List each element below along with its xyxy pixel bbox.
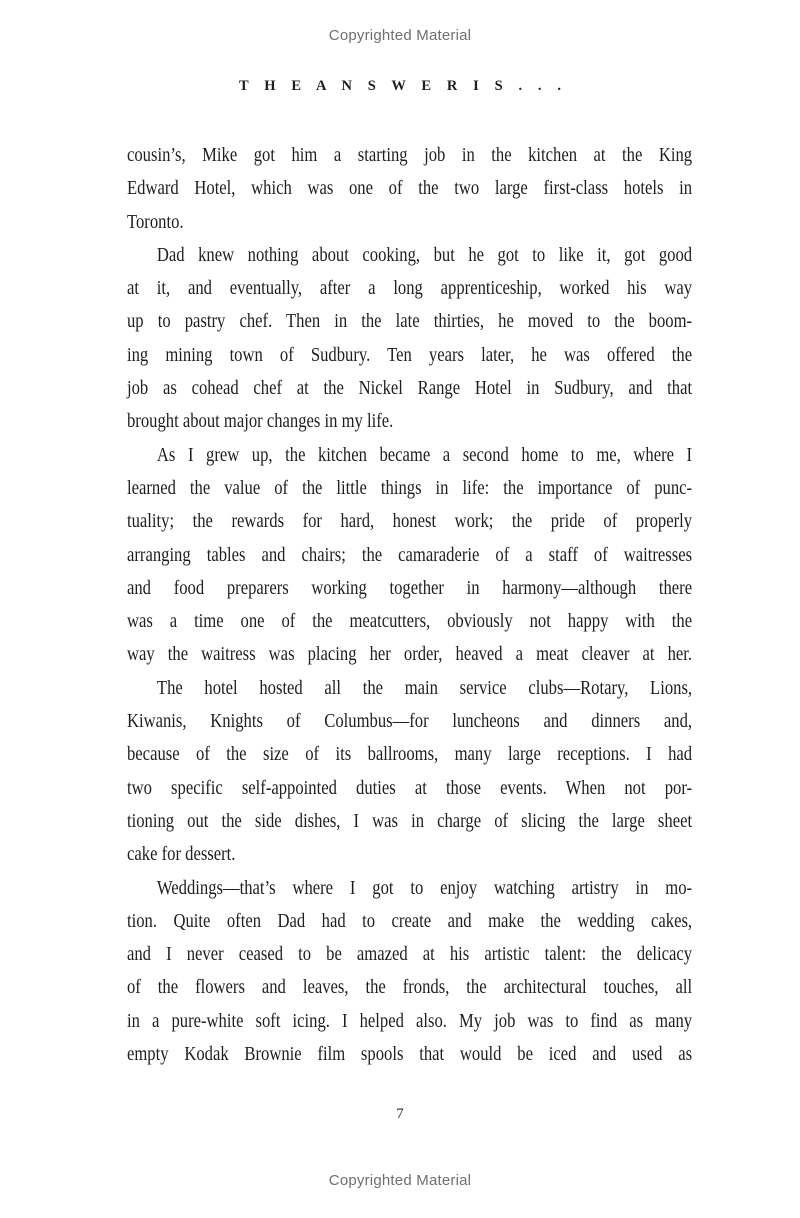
text-line: As I grew up, the kitchen became a second home to me, where I (156, 443, 693, 466)
text-line: ing mining town of Sudbury. Ten years later, he was offered the (127, 343, 693, 366)
text-line: cake for dessert. (127, 843, 236, 866)
text-line: Weddings—that’s where I got to enjoy watching artistry in mo- (156, 876, 693, 899)
text-line: in a pure-white soft icing. I helped also. My job was to find as many (127, 1009, 693, 1032)
text-line: tuality; the rewards for hard, honest work; the pride of properly (127, 510, 693, 533)
text-line: and food preparers working together in harmony—although there (127, 576, 693, 599)
text-line: and I never ceased to be amazed at his artistic talent: the delicacy (127, 943, 693, 966)
page-number: 7 (396, 1106, 404, 1122)
text-line: cousin’s, Mike got him a starting job in the kitchen at the King (127, 144, 693, 166)
text-line: tioning out the side dishes, I was in charge of slicing the large sheet (127, 809, 693, 832)
text-line: learned the value of the little things in life: the importance of punc- (127, 476, 693, 499)
text-line: tion. Quite often Dad had to create and make the wedding cakes, (127, 909, 693, 932)
text-line: job as cohead chef at the Nickel Range Hotel in Sudbury, and that (127, 377, 693, 400)
text-line: two specific self-appointed duties at those events. When not por- (127, 776, 693, 799)
text-line: Dad knew nothing about cooking, but he got to like it, got good (156, 243, 693, 266)
text-line: brought about major changes in my life. (127, 410, 394, 433)
text-line: was a time one of the meatcutters, obviously not happy with the (127, 610, 693, 633)
text-line: up to pastry chef. Then in the late thirties, he moved to the boom- (127, 310, 693, 333)
paragraph (127, 139, 692, 239)
paragraph (127, 672, 692, 872)
text-line: The hotel hosted all the main service clubs—Rotary, Lions, (156, 676, 693, 699)
text-line: because of the size of its ballrooms, many large receptions. I had (127, 743, 693, 766)
text-line: Toronto. (127, 210, 184, 233)
text-line: way the waitress was placing her order, heaved a meat cleaver at her. (127, 643, 693, 666)
paragraph (127, 239, 692, 439)
text-line: empty Kodak Brownie film spools that would be iced and used as (127, 1043, 693, 1066)
text-line: arranging tables and chairs; the camaraderie of a staff of waitresses (127, 543, 693, 566)
text-line: Edward Hotel, which was one of the two large first-class hotels in (127, 177, 693, 200)
text-line: at it, and eventually, after a long apprenticeship, worked his way (127, 277, 693, 300)
running-header-book-title: T H E A N S W E R I S . . . (239, 78, 568, 94)
paragraph (127, 872, 692, 1072)
bottom-copyright-notice: Copyrighted Material (328, 1172, 472, 1189)
paragraph (127, 439, 692, 672)
text-line: of the flowers and leaves, the fronds, the architectural touches, all (127, 976, 693, 999)
top-copyright-notice: Copyrighted Material (328, 27, 472, 44)
body-text (127, 139, 692, 1071)
text-line: Kiwanis, Knights of Columbus—for luncheons and dinners and, (127, 710, 693, 733)
